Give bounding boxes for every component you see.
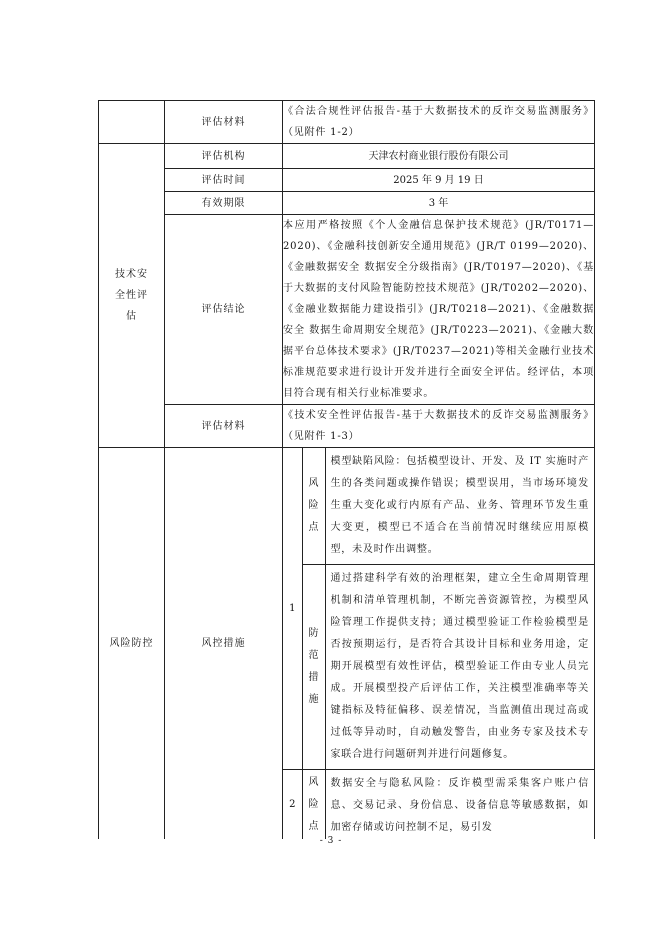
agency-label: 评估机构 (165, 144, 283, 169)
tech-material-label: 评估材料 (165, 405, 283, 448)
risk-item-2-risk-text: 数据安全与隐私风险：反诈模型需采集客户账户信息、交易记录、身份信息、设备信息等敏感数据，如加密存储或访问控制不足，易引发 (325, 770, 594, 840)
risk-items-cell (283, 448, 595, 840)
tech-security-category-label: 技术安全性评估 (115, 269, 148, 322)
risk-item-1-risk-tag (302, 448, 325, 565)
compliance-material-text: 《合法合规性评估报告-基于大数据技术的反诈交易监测服务》（见附件 1-2） (283, 101, 595, 144)
risk-item-1-number: 1 (283, 448, 302, 770)
tech-material-text: 《技术安全性评估报告-基于大数据技术的反诈交易监测服务》（见附件 1-3） (283, 405, 595, 448)
conclusion-label: 评估结论 (165, 215, 283, 405)
row-compliance-material (99, 101, 595, 144)
risk-item-2-risk-row (283, 770, 594, 840)
row-time (99, 169, 595, 192)
blank-category-cell (99, 101, 165, 144)
time-label: 评估时间 (165, 169, 283, 192)
row-validity (99, 192, 595, 215)
risk-item-1-measure-text: 通过搭建科学有效的治理框架，建立全生命周期管理机制和清单管理机制，不断完善资源管控，为模型风险管理工作提供支持；通过模型验证工作检验模型是否按预期运行，是否符合其设计目标和业务用途，定期开展模型有效性评估，模型验证工作由专业人员完成。开展模型投产后评估工作，关注模型准确率等关键指标及特征偏移、误差情况，当监测值出现过高或过低等异动时，自动触发警告，由业务专家及技术专家联合进行问题研判并进行问题修复。 (325, 565, 594, 770)
validity-label: 有效期限 (165, 192, 283, 215)
risk-item-1-risk-row (283, 448, 594, 565)
risk-item-2-risk-tag (302, 770, 325, 840)
time-value: 2025 年 9 月 19 日 (283, 169, 595, 192)
row-risk-control (99, 448, 595, 840)
agency-value: 天津农村商业银行股份有限公司 (283, 144, 595, 169)
compliance-material-label: 评估材料 (165, 101, 283, 144)
risk-measure-label: 风控措施 (165, 448, 283, 840)
conclusion-text: 本应用严格按照《个人金融信息保护技术规范》(JR/T0171—2020)、《金融科技创新安全通用规范》(JR/T 0199—2020)、《金融数据安全 数据安全分级指南》(JR/T0197—2020)、《基于大数据的支付风险智能防控技术规范》(JR/T0202—2020)、《金融业数据能力建设指引》(JR/T0218—2021)、《金融数据安全 数据生命周期安全规范》(JR/T0223—2021)、《金融大数据平台总体技术要求》(JR/T0237—2021)等相关金融行业技术标准规范要求进行设计开发并进行全面安全评估。经评估，本项目符合现有相关行业标准要求。 (283, 215, 595, 405)
tech-security-category (99, 144, 165, 448)
risk-item-2-risk-tag-text: 风险点 (308, 776, 319, 832)
row-conclusion (99, 215, 595, 405)
validity-value: 3 年 (283, 192, 595, 215)
risk-items-table (283, 448, 594, 839)
row-agency (99, 144, 595, 169)
risk-item-1-measure-row (283, 565, 594, 770)
risk-control-category: 风险防控 (99, 448, 165, 840)
risk-item-1-risk-tag-text: 风险点 (308, 478, 319, 533)
row-tech-material (99, 405, 595, 448)
risk-item-2-number: 2 (283, 770, 302, 840)
evaluation-table (98, 100, 595, 839)
risk-item-1-measure-tag-text: 防范措施 (308, 628, 319, 705)
risk-item-1-risk-text: 模型缺陷风险：包括模型设计、开发、及 IT 实施时产生的各类问题或操作错误；模型误用，当市场环境发生重大变化或行内原有产品、业务、管理环节发生重大变更，模型已不适合在当前情况时继续应用原模型，未及时作出调整。 (325, 448, 594, 565)
risk-item-1-measure-tag (302, 565, 325, 770)
page-number: - 3 - (319, 836, 343, 846)
